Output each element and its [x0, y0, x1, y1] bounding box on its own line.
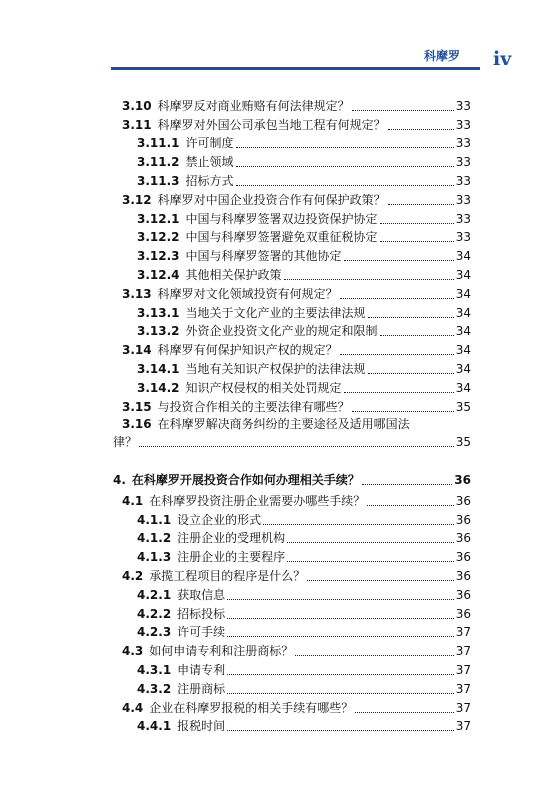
toc-entry-3-13[interactable]: 3.13 科摩罗对文化领域投资有何规定？ 34 [122, 286, 471, 301]
toc-entry-4-2-2[interactable]: 4.2.2 招标投标 36 [137, 606, 471, 621]
toc-entry-4-1-3[interactable]: 4.1.3 注册企业的主要程序 36 [137, 550, 471, 565]
toc-entry-4-2-1[interactable]: 4.2.1 获取信息 36 [137, 587, 471, 602]
toc-entry-3-14-2[interactable]: 3.14.2 知识产权侵权的相关处罚规定 34 [137, 380, 471, 395]
toc-entry-4-4-1[interactable]: 4.4.1 报税时间 37 [137, 719, 471, 734]
toc-entry-4-2[interactable]: 4.2 承揽工程项目的程序是什么？ 36 [122, 568, 471, 583]
toc-entry-3-13-2[interactable]: 3.13.2 外资企业投资文化产业的规定和限制 34 [137, 324, 471, 339]
toc-entry-3-14[interactable]: 3.14 科摩罗有何保护知识产权的规定？ 34 [122, 343, 471, 358]
toc-entry-4-3-1[interactable]: 4.3.1 申请专利 37 [137, 662, 471, 677]
toc-entry-3-12-2[interactable]: 3.12.2 中国与科摩罗签署避免双重征税协定 33 [137, 230, 471, 245]
running-header-title: 科摩罗 [424, 49, 461, 63]
toc-entry-3-16[interactable]: 3.16 在科摩罗解决商务纠纷的主要途径及适用哪国法 律？ 35 [113, 416, 471, 450]
table-of-contents [113, 95, 471, 734]
toc-entry-4-1[interactable]: 4.1 在科摩罗投资注册企业需要办哪些手续？ 36 [122, 493, 471, 508]
toc-entry-4-1-1[interactable]: 4.1.1 设立企业的形式 36 [137, 512, 471, 527]
toc-entry-3-11-1[interactable]: 3.11.1 许可制度 33 [137, 136, 471, 151]
toc-entry-3-10[interactable]: 3.10 科摩罗反对商业贿赂有何法律规定？ 33 [122, 98, 471, 113]
toc-chapter-4[interactable]: 4. 在科摩罗开展投资合作如何办理相关手续？ 36 [113, 472, 471, 487]
toc-entry-3-13-1[interactable]: 3.13.1 当地关于文化产业的主要法律法规 34 [137, 305, 471, 320]
toc-entry-3-11[interactable]: 3.11 科摩罗对外国公司承包当地工程有何规定？ 33 [122, 117, 471, 132]
toc-entry-4-3-2[interactable]: 4.3.2 注册商标 37 [137, 681, 471, 696]
toc-entry-3-14-1[interactable]: 3.14.1 当地有关知识产权保护的法律法规 34 [137, 361, 471, 376]
toc-entry-3-12[interactable]: 3.12 科摩罗对中国企业投资合作有何保护政策？ 33 [122, 192, 471, 207]
page-number: iv [493, 48, 512, 70]
toc-entry-3-12-4[interactable]: 3.12.4 其他相关保护政策 34 [137, 267, 471, 282]
toc-entry-3-12-1[interactable]: 3.12.1 中国与科摩罗签署双边投资保护协定 33 [137, 211, 471, 226]
header-rule [111, 67, 480, 70]
toc-entry-4-1-2[interactable]: 4.1.2 注册企业的受理机构 36 [137, 531, 471, 546]
toc-entry-4-2-3[interactable]: 4.2.3 许可手续 37 [137, 625, 471, 640]
toc-entry-3-15[interactable]: 3.15 与投资合作相关的主要法律有哪些？ 35 [122, 399, 471, 414]
toc-entry-3-11-2[interactable]: 3.11.2 禁止领域 33 [137, 155, 471, 170]
toc-entry-3-11-3[interactable]: 3.11.3 招标方式 33 [137, 173, 471, 188]
toc-entry-3-12-3[interactable]: 3.12.3 中国与科摩罗签署的其他协定 34 [137, 249, 471, 264]
toc-entry-4-3[interactable]: 4.3 如何申请专利和注册商标？ 37 [122, 644, 471, 659]
toc-entry-4-4[interactable]: 4.4 企业在科摩罗报税的相关手续有哪些？ 37 [122, 700, 471, 715]
